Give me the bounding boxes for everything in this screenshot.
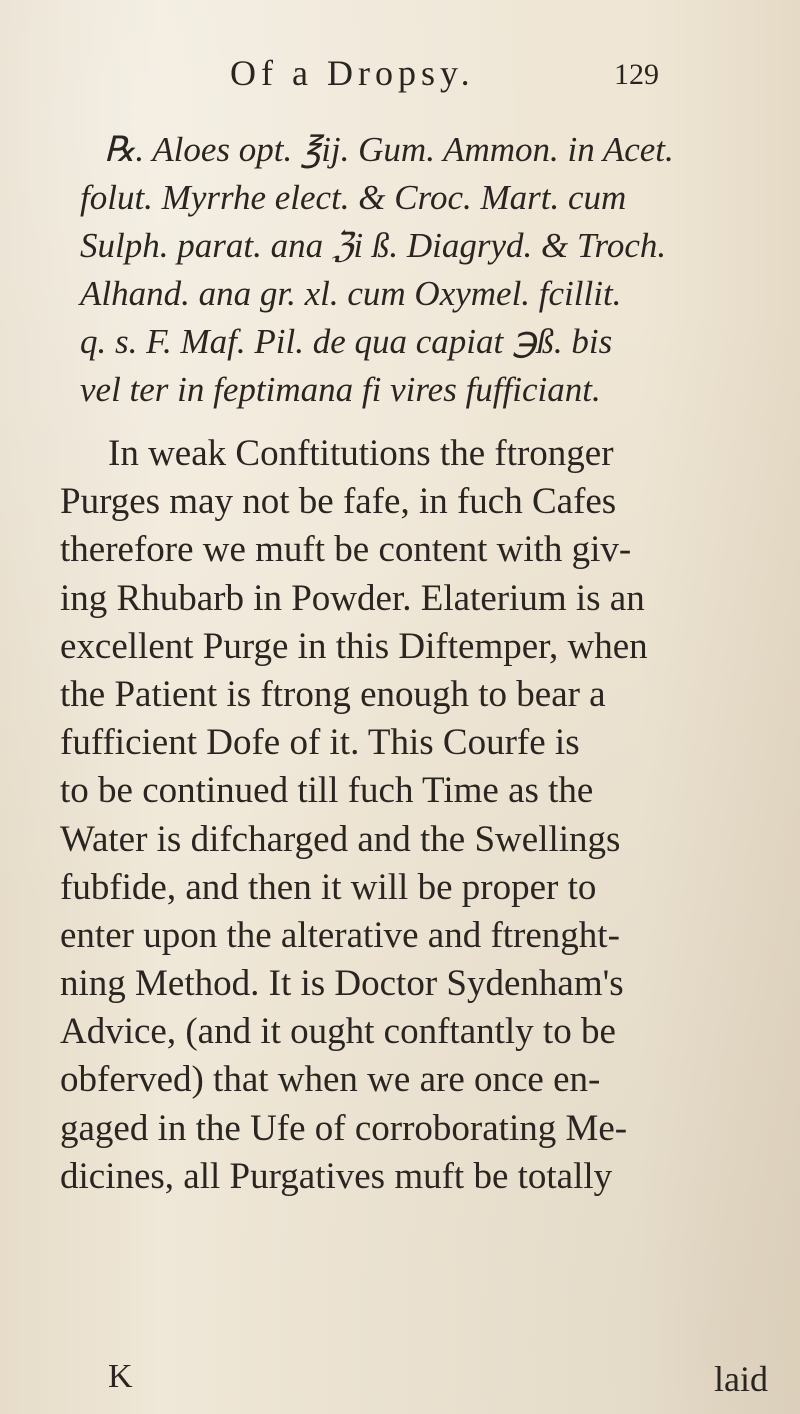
page-header xyxy=(0,52,800,112)
text-line: Purges may not be fafe, in fuch Cafes xyxy=(60,481,617,523)
text-line: fubfide, and then it will be proper to xyxy=(60,866,597,908)
recipe-block xyxy=(80,126,770,414)
signature-mark: K xyxy=(108,1358,133,1395)
text-line: the Patient is ftrong enough to bear a xyxy=(60,673,606,715)
text-line: enter upon the alterative and ftrenght- xyxy=(60,914,620,956)
text-line: In weak Conftitutions the ftronger xyxy=(108,433,614,474)
body-paragraph xyxy=(60,430,775,1201)
text-line: ing Rhubarb in Powder. Elaterium is an xyxy=(60,577,645,619)
running-head: Of a Dropsy. xyxy=(230,53,475,93)
recipe-line: q. s. F. Maf. Pil. de qua capiat ℈ß. bis xyxy=(80,322,613,361)
page-footer xyxy=(72,1358,772,1402)
text-line: obferved) that when we are once en- xyxy=(60,1059,601,1101)
recipe-line: Sulph. parat. ana ℨi ß. Diagryd. & Troch. xyxy=(80,226,667,265)
catchword: laid xyxy=(714,1359,768,1399)
recipe-line: vel ter in feptimana fi vires fufficiant. xyxy=(80,370,601,409)
text-line: Advice, (and it ought conftantly to be xyxy=(60,1011,616,1053)
text-line: gaged in the Ufe of corroborating Me- xyxy=(60,1107,628,1149)
text-line: ning Method. It is Doctor Sydenham's xyxy=(60,963,624,1005)
text-line: fufficient Dofe of it. This Courfe is xyxy=(60,722,580,764)
recipe-line: ℞. Aloes opt. ℥ij. Gum. Ammon. in Acet. xyxy=(104,130,674,169)
text-line: therefore we muft be content with giv- xyxy=(60,529,632,571)
text-line: dicines, all Purgatives muft be totally xyxy=(60,1155,613,1197)
text-line: to be continued till fuch Time as the xyxy=(60,770,594,812)
text-line: Water is difcharged and the Swellings xyxy=(60,818,621,860)
text-line: excellent Purge in this Diftemper, when xyxy=(60,625,648,667)
recipe-line: Alhand. ana gr. xl. cum Oxymel. fcillit. xyxy=(80,274,622,313)
page-number: 129 xyxy=(614,58,659,91)
recipe-line: folut. Myrrhe elect. & Croc. Mart. cum xyxy=(80,178,627,217)
